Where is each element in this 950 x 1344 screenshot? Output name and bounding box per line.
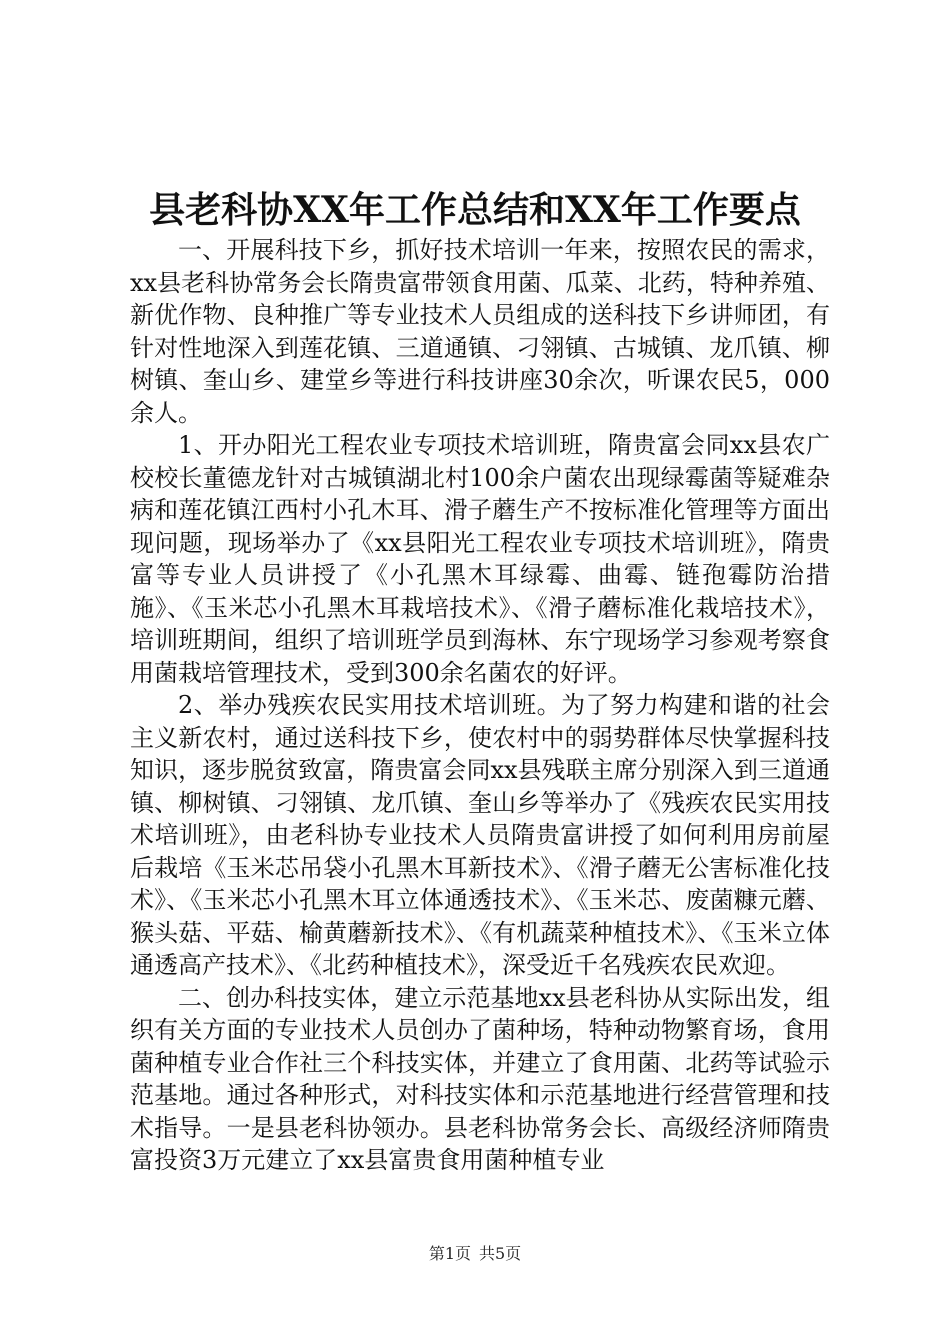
paragraph-1: 一、开展科技下乡，抓好技术培训一年来，按照农民的需求，xx县老科协常务会长隋贵富带领食用菌、瓜菜、北药，特种养殖、新优作物、良种推广等专业技术人员组成的送科技下乡讲师团，有针对性地深入到莲花镇、三道通镇、刁翎镇、古城镇、龙爪镇、柳树镇、奎山乡、建堂乡等进行科技讲座30余次，听课农民5，000余人。	[130, 236, 830, 427]
paragraph-4: 二、创办科技实体，建立示范基地xx县老科协从实际出发，组织有关方面的专业技术人员创办了菌种场，特种动物繁育场，食用菌种植专业合作社三个科技实体，并建立了食用菌、北药等试验示范基地。通过各种形式，对科技实体和示范基地进行经营管理和技术指导。一是县老科协领办。县老科协常务会长、高级经济师隋贵富投资3万元建立了xx县富贵食用菌种植专业	[130, 983, 830, 1174]
document-body	[130, 234, 830, 1177]
page-number: 第1页	[428, 1244, 471, 1263]
paragraph-2: 1、开办阳光工程农业专项技术培训班，隋贵富会同xx县农广校校长董德龙针对古城镇湖北村100余户菌农出现绿霉菌等疑难杂病和莲花镇江西村小孔木耳、滑子蘑生产不按标准化管理等方面出现问题，现场举办了《xx县阳光工程农业专项技术培训班》，隋贵富等专业人员讲授了《小孔黑木耳绿霉、曲霉、链孢霉防治措施》、《玉米芯小孔黑木耳栽培技术》、《滑子蘑标准化栽培技术》，培训班期间，组织了培训班学员到海林、东宁现场学习参观考察食用菌栽培管理技术，受到300余名菌农的好评。	[130, 431, 830, 687]
document-title: 县老科协XX年工作总结和XX年工作要点	[149, 189, 801, 231]
page-footer	[0, 1244, 950, 1264]
page-total: 共5页	[479, 1244, 522, 1263]
paragraph-3: 2、举办残疾农民实用技术培训班。为了努力构建和谐的社会主义新农村，通过送科技下乡，使农村中的弱势群体尽快掌握科技知识，逐步脱贫致富，隋贵富会同xx县残联主席分别深入到三道通镇、柳树镇、刁翎镇、龙爪镇、奎山乡等举办了《残疾农民实用技术培训班》，由老科协专业技术人员隋贵富讲授了如何利用房前屋后栽培《玉米芯吊袋小孔黑木耳新技术》、《滑子蘑无公害标准化技术》、《玉米芯小孔黑木耳立体通透技术》、《玉米芯、废菌糠元蘑、猴头菇、平菇、榆黄蘑新技术》、《有机蔬菜种植技术》、《玉米立体通透高产技术》、《北药种植技术》，深受近千名残疾农民欢迎。	[130, 691, 830, 979]
